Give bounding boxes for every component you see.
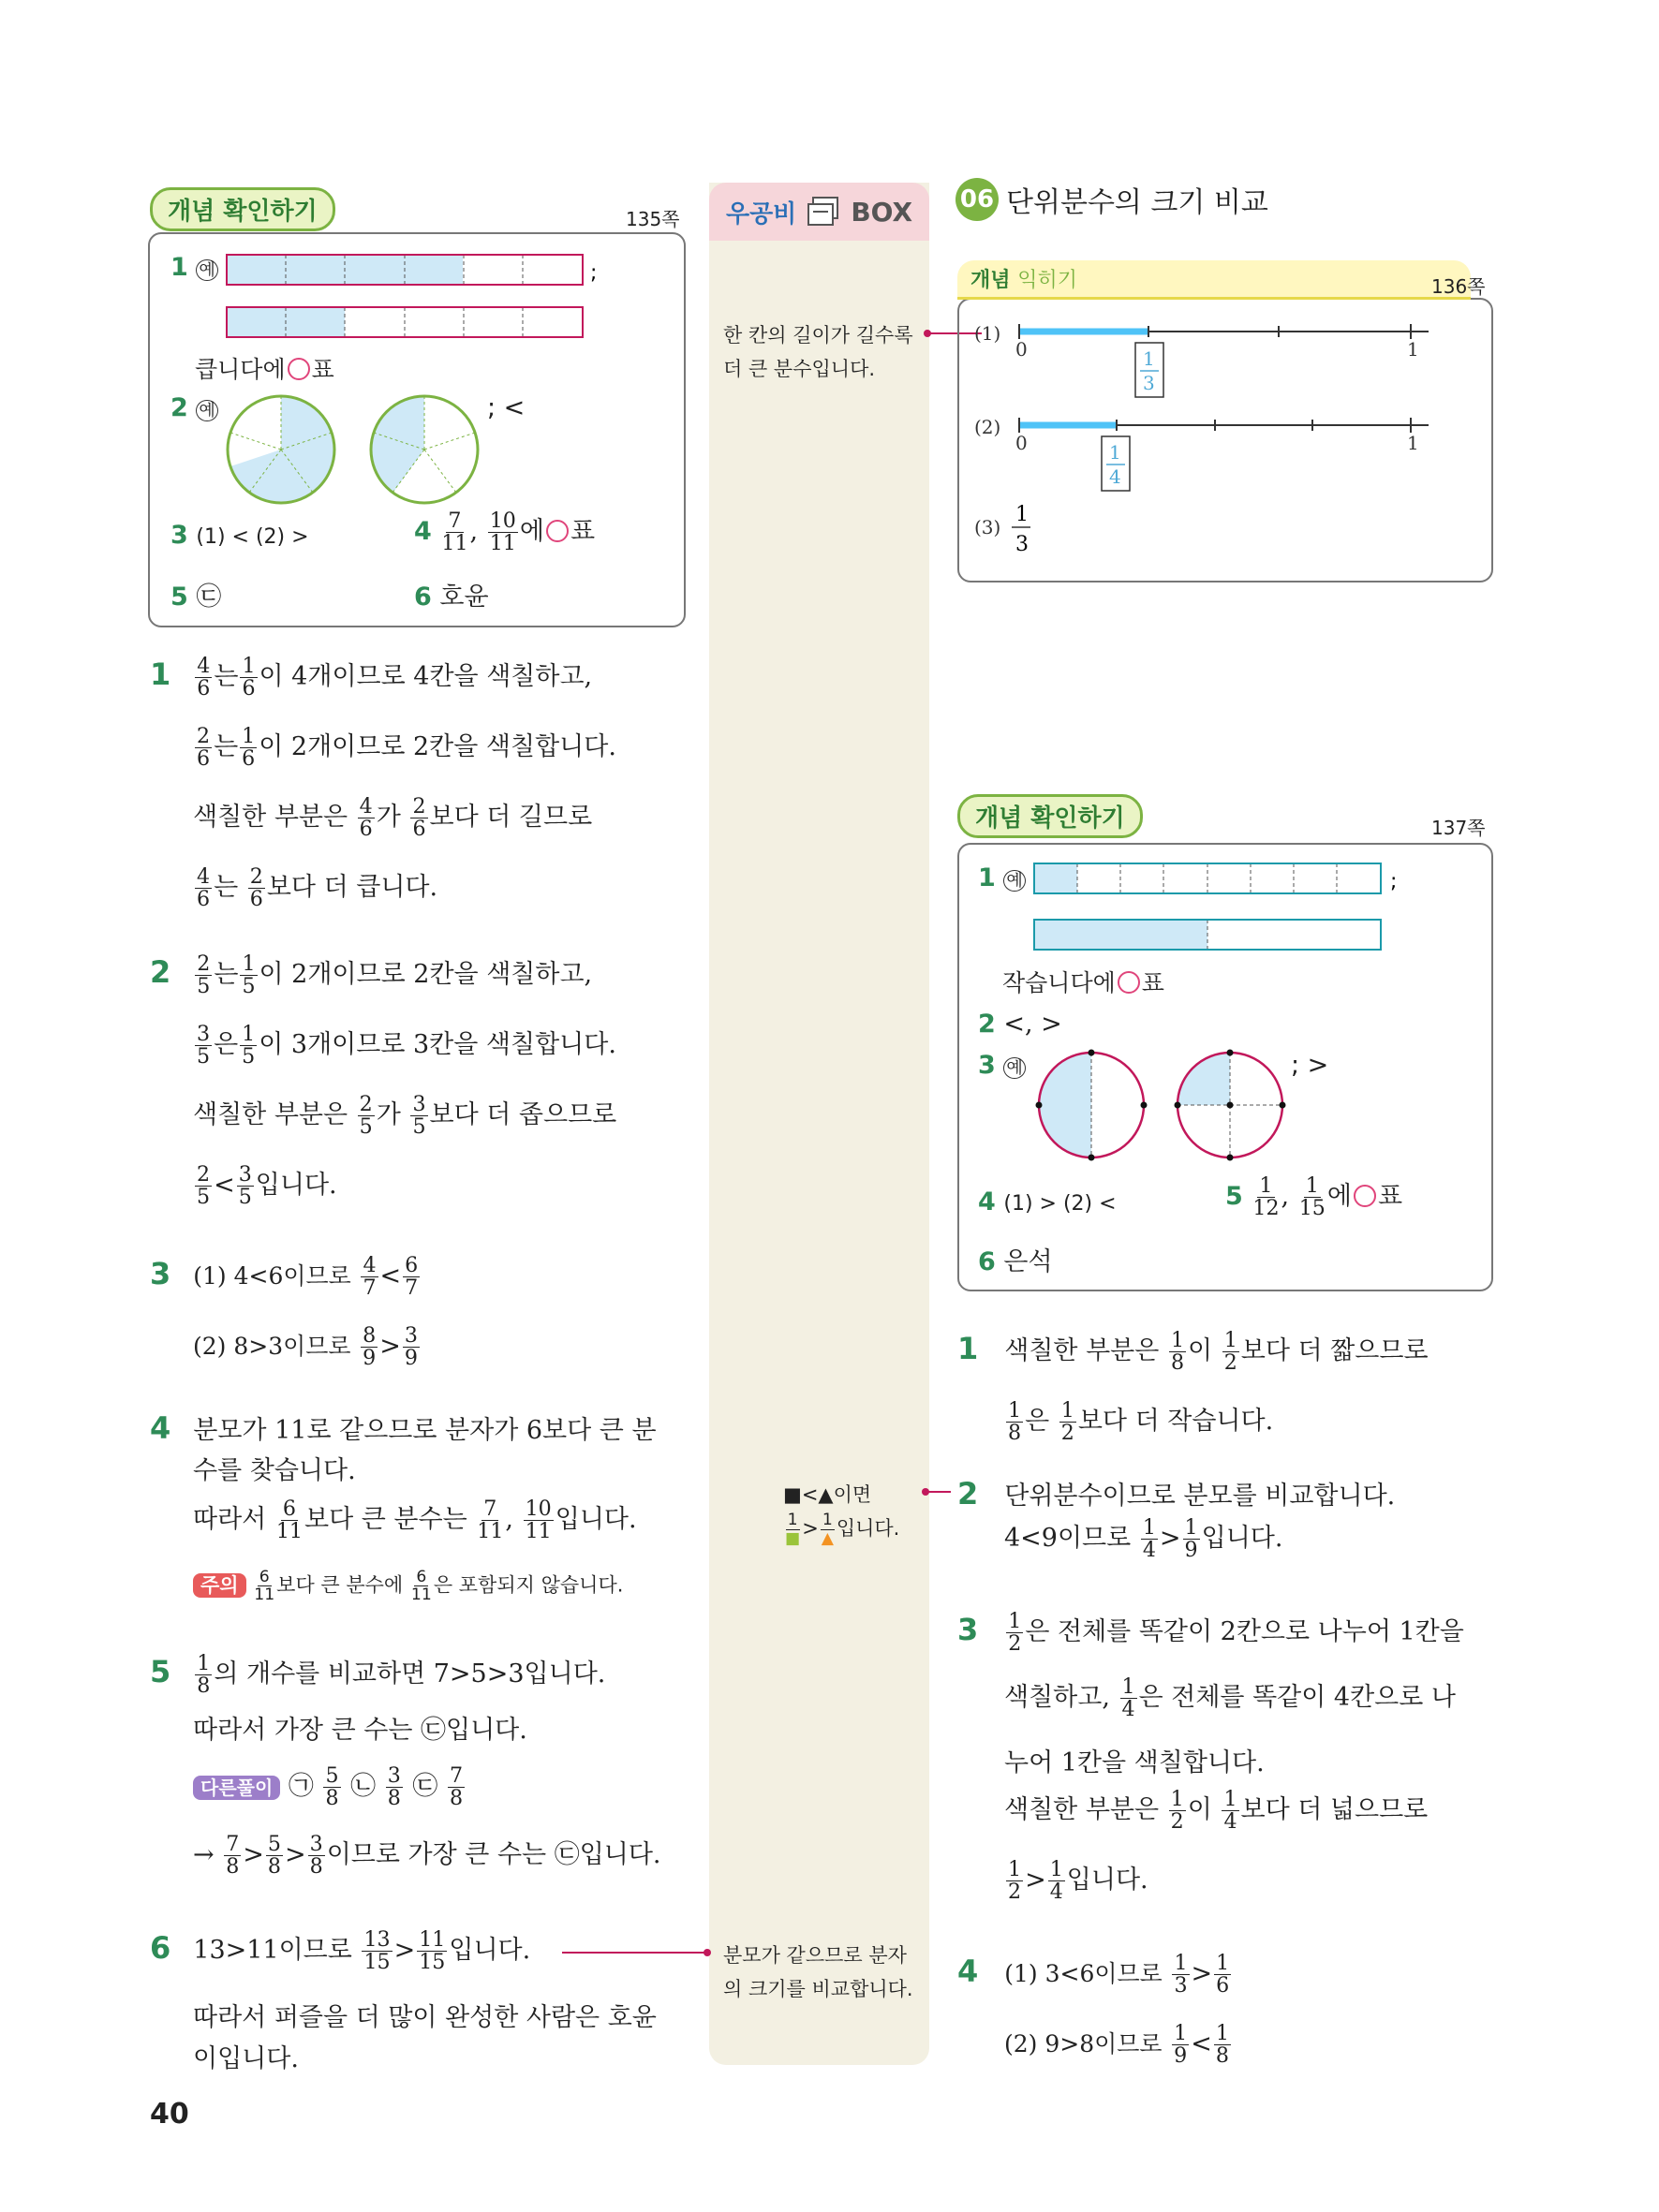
rex4-line2: (2) 9>8이므로 $\frac{1}{9}$ < $\frac{1}{8}$ [1004,2021,1229,2069]
ex4-caution: 주의 $\frac{6}{11}$ 보다 큰 분수에 $\frac{6}{11}$ 은 포함되지 않습니다. [193,1569,623,1603]
ex1-line4: $\frac{4}{6}$ 는 $\frac{2}{6}$ 보다 더 큽니다. [197,864,438,912]
svg-text:3: 3 [1015,533,1029,556]
ex1-line1: 1 $\frac{4}{6}$ 는 $\frac{1}{6}$ 이 4개이므로 4칸을 색칠하고, [150,654,593,701]
ex5-alt: 다른풀이 ㉠ $\frac{5}{8}$ ㉡ $\frac{3}{8}$ ㉢ $\frac{7}{8}$ [193,1765,467,1809]
middle-note-1: 한 칸의 길이가 길수록 더 큰 분수입니다. [723,324,913,380]
middle-header-box: BOX [851,196,913,228]
svg-text:;: ; [590,261,598,285]
rex1-line1: 1 색칠한 부분은 $\frac{1}{8}$ 이 $\frac{1}{2}$ 보다 더 짧으므로 [957,1328,1429,1376]
svg-text:1: 1 [1407,338,1419,361]
svg-text:3: 3 [1143,372,1155,394]
svg-text:(1): (1) [974,322,1001,345]
right-a1: 1 예 [978,863,1026,892]
section-title: 단위분수의 크기 비교 [1006,186,1268,219]
right-top-page: 136쪽 [1431,275,1486,298]
right-top-badge: 개념 익히기 [957,260,1471,300]
ex1-line3: 색칠한 부분은 $\frac{4}{6}$ 가 $\frac{2}{6}$ 보다 더 길므로 [193,794,593,842]
svg-text:;: ; [1390,870,1398,893]
right-a6: 6 은석 [978,1247,1053,1276]
ex6-line3: 이입니다. [193,2044,299,2073]
ex3-line1: 3 (1) 4<6이므로 $\frac{4}{7}$ < $\frac{6}{7}$ [150,1253,419,1301]
left-badge: 개념 확인하기 [150,187,335,231]
right-a1-bars [1032,862,1416,955]
ex1-line2: $\frac{2}{6}$ 는 $\frac{1}{6}$ 이 2개이므로 2칸을 색칠합니다. [197,724,616,772]
right-page-ref: 137쪽 [1431,817,1486,839]
svg-text:1: 1 [1143,347,1155,370]
right-a3-circles [1030,1047,1405,1169]
left-a1-text: 큽니다에 표 [195,356,334,383]
left-a2-sign: ; < [487,393,526,422]
ex6-line1: 6 13>11이므로 $\frac{13}{15}$ > $\frac{11}{15}$ 입니다. [150,1927,531,1975]
middle-note-2: ■<▲이면 $\frac{1}{■}$ > $\frac{1}{▲}$ 입니다. [783,1483,900,1548]
rex4-line1: 4 (1) 3<6이므로 $\frac{1}{3}$ > $\frac{1}{6}$ [957,1951,1230,1998]
rex3-line4: 색칠한 부분은 $\frac{1}{2}$ 이 $\frac{1}{4}$ 보다 더 넓으므로 [1004,1787,1429,1835]
ex5-alt2: → $\frac{7}{8}$ > $\frac{5}{8}$ > $\frac{3}{8}$ 이므로 가장 큰 수는 ㉢입니다. [193,1832,661,1880]
ex5-line1: 5 $\frac{1}{8}$ 의 개수를 비교하면 7>5>3입니다. [150,1651,606,1699]
middle-note-3: 분모가 같으므로 분자 의 크기를 비교합니다. [723,1944,913,2000]
ex6-line2: 따라서 퍼즐을 더 많이 완성한 사람은 호윤 [193,2003,657,2032]
page-number: 40 [150,2098,189,2131]
left-a6: 6 호윤 [414,582,489,612]
left-a2: 2 예 [170,393,218,422]
section-number: 06 [955,178,999,221]
ex2-line4: $\frac{2}{5}$ < $\frac{3}{5}$ 입니다. [197,1162,337,1210]
left-a1-bars [225,253,609,347]
number-lines [974,309,1480,571]
right-a4: 4 (1) > (2) < [978,1187,1117,1217]
rex3-line5: $\frac{1}{2}$ > $\frac{1}{4}$ 입니다. [1008,1857,1148,1905]
svg-text:(2): (2) [974,416,1001,438]
svg-text:0: 0 [1015,338,1028,361]
left-a3: 3 (1) < (2) > [170,521,309,550]
svg-text:0: 0 [1015,432,1028,454]
rex3-line3: 누어 1칸을 색칠합니다. [1004,1748,1265,1777]
ex2-line2: $\frac{3}{5}$ 은 $\frac{1}{5}$ 이 3개이므로 3칸을 색칠합니다. [197,1022,616,1069]
right-a1-text: 작습니다에 표 [1002,969,1164,996]
right-a2: 2 <, > [978,1010,1062,1039]
right-a5: 5 $\frac{1}{12}$ , $\frac{1}{15}$ 에 표 [1225,1173,1403,1221]
right-badge: 개념 확인하기 [957,794,1143,838]
ex4-line2: 수를 찾습니다. [193,1456,356,1485]
left-a1: 1 예 [170,253,218,282]
svg-text:1: 1 [1109,441,1121,464]
svg-text:(3): (3) [974,516,1001,538]
ex3-line2: (2) 8>3이므로 $\frac{8}{9}$ > $\frac{3}{9}$ [193,1323,418,1371]
svg-text:1: 1 [1015,503,1029,526]
middle-header-label: 우공비 [725,199,797,229]
svg-text:4: 4 [1109,465,1121,488]
ex4-line1: 4 분모가 11로 같으므로 분자가 6보다 큰 분 [150,1410,657,1446]
ex4-line3: 따라서 $\frac{6}{11}$ 보다 큰 분수는 $\frac{7}{11}$ , $\frac{10}{11}$ 입니다. [193,1497,637,1544]
ex2-line3: 색칠한 부분은 $\frac{2}{5}$ 가 $\frac{3}{5}$ 보다 더 좁으므로 [193,1092,617,1140]
right-a3-sign: ; > [1291,1051,1329,1080]
rex1-line2: $\frac{1}{8}$ 은 $\frac{1}{2}$ 보다 더 작습니다. [1008,1398,1274,1446]
left-a4: 4 $\frac{7}{11}$ , $\frac{10}{11}$ 에 표 [414,509,596,556]
rex3-line1: 3 $\frac{1}{2}$ 은 전체를 똑같이 2칸으로 나누어 1칸을 [957,1609,1464,1657]
ex2-line1: 2 $\frac{2}{5}$ 는 $\frac{1}{5}$ 이 2개이므로 2칸을 색칠하고, [150,951,593,999]
rex2-line1: 2 단위분수이므로 분모를 비교합니다. [957,1476,1396,1512]
left-a5: 5 ㉢ [170,582,222,612]
ex5-line2: 따라서 가장 큰 수는 ㉢입니다. [193,1716,527,1745]
right-a3: 3 예 [978,1051,1026,1080]
left-page-ref: 135쪽 [626,208,680,230]
section-heading [955,178,1268,221]
rex2-line2: 4<9이므로 $\frac{1}{4}$ > $\frac{1}{9}$ 입니다. [1004,1515,1283,1563]
rex3-line2: 색칠하고, $\frac{1}{4}$ 은 전체를 똑같이 4칸으로 나 [1004,1674,1457,1722]
svg-text:1: 1 [1407,432,1419,454]
